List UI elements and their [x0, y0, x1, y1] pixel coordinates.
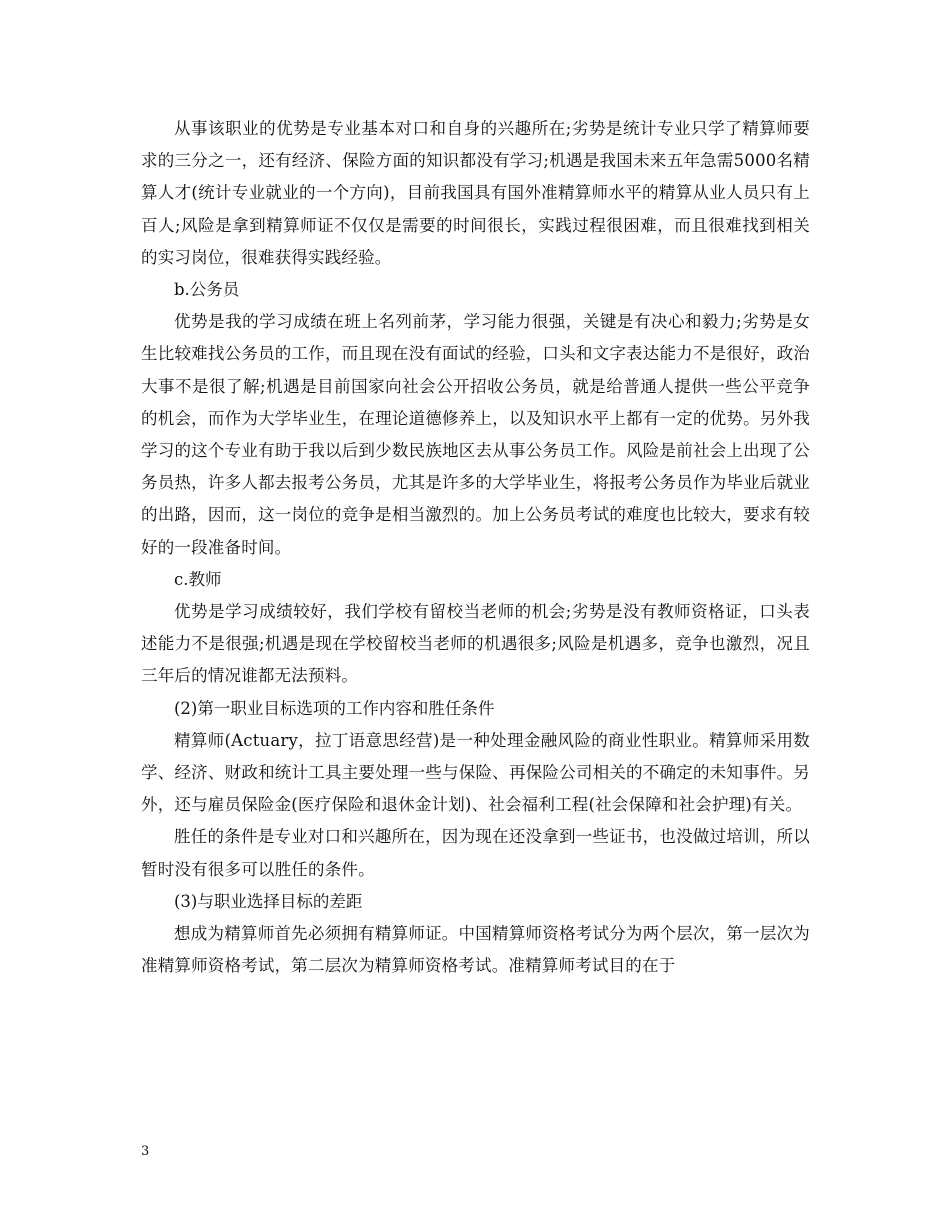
- page-number: 3: [141, 1144, 150, 1159]
- heading-civil-servant: b.公务员: [174, 280, 240, 300]
- paragraph-certification: 想成为精算师首先必须拥有精算师证。中国精算师资格考试分为两个层次，第一层次为准精算师资格考试，第二层次为精算师资格考试。准精算师考试目的在于: [141, 924, 810, 976]
- paragraph-teacher-swot: 优势是学习成绩较好，我们学校有留校当老师的机会;劣势是没有教师资格证，口头表述能力不是很强;机遇是现在学校留校当老师的机遇很多;风险是机遇多，竞争也激烈，况且三年后的情况谁都无法预料。: [141, 602, 810, 686]
- paragraph-civil-servant-swot: 优势是我的学习成绩在班上名列前茅，学习能力很强，关键是有决心和毅力;劣势是女生比较难找公务员的工作，而且现在没有面试的经验，口头和文字表达能力不是很好，政治大事不是很了解;机遇是目前国家向社会公开招收公务员，就是给普通人提供一些公平竞争的机会，而作为大学毕业生，在理论道德修养上，以及知识水平上都有一定的优势。另外我学习的这个专业有助于我以后到少数民族地区去从事公务员工作。风险是前社会上出现了公务员热，许多人都去报考公务员，尤其是许多的大学毕业生，将报考公务员作为毕业后就业的出路，因而，这一岗位的竞争是相当激烈的。加上公务员考试的难度也比较大，要求有较好的一段准备时间。: [141, 312, 810, 557]
- paragraph-actuary-swot: 从事该职业的优势是专业基本对口和自身的兴趣所在;劣势是统计专业只学了精算师要求的三分之一，还有经济、保险方面的知识都没有学习;机遇是我国未来五年急需5000名精算人才(统计专业就业的一个方向)，目前我国具有国外准精算师水平的精算从业人员只有上百人;风险是拿到精算师证不仅仅是需要的时间很长，实践过程很困难，而且很难找到相关的实习岗位，很难获得实践经验。: [141, 119, 810, 267]
- heading-gap: (3)与职业选择目标的差距: [174, 891, 363, 911]
- paragraph-actuary-definition: 精算师(Actuary，拉丁语意思经营)是一种处理金融风险的商业性职业。精算师采用数学、经济、财政和统计工具主要处理一些与保险、再保险公司相关的不确定的未知事件。另外，还与雇员保险金(医疗保险和退休金计划)、社会福利工程(社会保障和社会护理)有关。: [141, 730, 810, 815]
- document-body: [141, 113, 810, 982]
- paragraph-competence: 胜任的条件是专业对口和兴趣所在，因为现在还没拿到一些证书，也没做过培训，所以暂时没有很多可以胜任的条件。: [141, 827, 810, 879]
- heading-job-content: (2)第一职业目标选项的工作内容和胜任条件: [174, 698, 495, 718]
- heading-teacher: c.教师: [174, 569, 222, 589]
